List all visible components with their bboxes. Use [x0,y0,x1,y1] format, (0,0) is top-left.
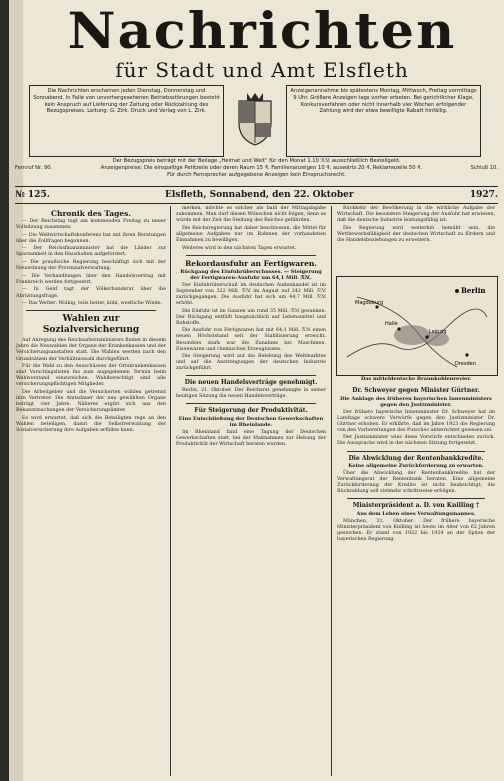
wahlen-headline: Wahlen zur Sozialversicherung [42,314,140,336]
map-label: Dresden [455,361,476,367]
phone-number: Fernruf Nr. 90. [15,165,53,171]
article-paragraph: Berlin, 21. Oktober. Der Reichsrat genehmigte in seiner heutigen Sitzung die neuen Handelsverträge. [176,387,326,400]
article-paragraph: Die Reichsregierung hat daher beschlossen, die Mittel für allgemeine Aufgaben nur im Rahmen der vorhandenen Einnahmen zu bewilligen. [176,225,326,243]
info-box-right: Anzeigenannahme bis spätestens Montag, Mittwoch, Freitag vormittags 9 Uhr. Größere Anzeigen tags vorher erbeten. Bei gerichtlicher Klage, Konkursverfahren oder nicht innerhalb vier Wochen erfolgender Zahlung wird der etwa bewilligte Rabatt hinfällig. [286,85,481,157]
ad-prices: Anzeigenpreise: Die einspaltige Petitzeile oder deren Raum 15 ₰, Familienanzeigen 10 ₰, auswärts 20 ₰, Reklamezeile 50 ₰. [100,165,423,171]
knilling-subheadline: Aus dem Leben eines Verwaltungsmannes. [356,510,476,517]
article-paragraph: Auf Anregung des Reichsarbeitsministers finden in diesem Jahre die Neuwahlen der Organe der Krankenkassen und der Versicherungsanstalten statt. Die Wahlen werden nach den Grundsätzen der Verhältniswahl durchgeführt. [16,338,166,362]
issue-number: № 125. [15,190,50,200]
chronik-headline: Chronik des Tages. [51,209,131,218]
article-paragraph: Der Justizminister wies diese Vorwürfe entschieden zurück. Die Aussprache wird in der nächsten Sitzung fortgesetzt. [337,435,495,447]
chronik-item: — Die Verhandlungen über den Handelsvertrag mit Frankreich werden fortgesetzt. [16,273,166,285]
closing-time: Schluß 10. [470,165,498,171]
chronik-item: — Der Reichstag tagt am kommenden Freitag zu neuer Vollsitzung zusammen. [16,219,166,231]
map-label: Leipzig [429,329,447,335]
article-paragraph: Die Steigerung wird auf die Belebung des Weltmarktes und auf die Anstrengungen der deutschen Industrie zurückgeführt. [176,354,326,372]
issue-year: 1927. [469,190,498,200]
article-paragraph: merken, möchte es solcher als bald der Mittagabgabe zukommen. Man darf diesen Wünschen nicht folgen, denn es würde mit der Zeit die Stellung des Reiches gefährden. [176,206,326,224]
phone-ads-note: Für durch Fernsprecher aufgegebene Anzeigen kein Einspruchsrecht. [167,172,346,178]
chronik-item: — Die Weltwirtschaftskonferenz hat mit ihren Beratungen über die Zollfragen begonnen. [16,232,166,244]
article-paragraph: Die Regierung wird weiterhin bemüht sein, die Wettbewerbsfähigkeit der deutschen Wirtschaft zu fördern und die Handelsbeziehungen zu erweitern. [337,225,495,243]
masthead-subtitle: für Stadt und Amt Elsfleth [115,58,409,82]
issue-date-bar [15,188,498,202]
article-paragraph: Für die Wahl zu den Ausschüssen der Ortskrankenkassen sind Vorschlagslisten bis zum angegebenen Termin beim Wahlvorstand einzureichen. Wahlberechtigt sind alle versicherungspflichtigen Mitglieder. [16,364,166,388]
chronik-item: — Die preußische Regierung beschäftigt sich mit der Neuordnung der Provinzialverwaltung. [16,260,166,272]
chronik-item: — In Genf tagt der Völkerbundsrat über die Abrüstungsfrage. [16,287,166,299]
handelsvertraege-headline: Die neuen Handelsverträge genehmigt. [184,379,318,387]
knilling-headline: Ministerpräsident a. D. von Knilling † [352,502,480,510]
braunkohle-map [336,276,498,376]
subscription-price: Der Bezugspreis beträgt mit der Beilage „Heimat und Welt“ für den Monat 1.10 ℛℳ ausschließlich Bestellgeld. [112,158,401,164]
article-paragraph: München, 21. Oktober. Der frühere bayerische Ministerpräsident von Knilling ist heute im Alter von 62 Jahren gestorben. Er stand von 1922 bis 1924 an der Spitze der bayerischen Regierung. [337,518,495,543]
issue-date: Elsfleth, Sonnabend, den 22. Oktober [165,190,354,200]
column-divider [331,206,332,776]
article-paragraph: Im Rheinland fand eine Tagung der Deutschen Gewerkschaften statt, bei der Maßnahmen zur Hebung der Produktivität der Wirtschaft beraten wurden. [176,429,326,447]
gaertner-subheadline: Die Anklage des früheren bayerischen Innenministers gegen den Justizminister. [340,395,492,408]
article-paragraph: Die Arbeitgeber und die Versicherten wählen getrennt ihre Vertreter. Die Amtsdauer der neu gewählten Organe beträgt vier Jahre. Näheres ergibt sich aus den Bekanntmachungen der Versicherungsämter. [16,389,166,414]
map-label: Halle [385,321,398,327]
column-2 [176,206,326,449]
chronik-item: — Das Wetter: Wolkig, teils heiter, kühl, westliche Winde. [22,301,163,307]
header-rule [15,186,498,187]
produktivitaet-subheadline: Eine Entschließung der Deutschen Gewerkschaften im Rheinlande. [178,415,324,428]
article-paragraph: Weiteres wird in den nächsten Tagen erwartet. [182,245,297,251]
map-label: Berlin [461,286,486,295]
info-box-left: Die Nachrichten erscheinen jeden Dienstag, Donnerstag und Sonnabend. In Falle von unvorhergesehenen Betriebsstörungen besteht kein Anspruch auf Lieferung der Zeitung oder Rückzahlung des Bezugspreises. Leitung: G. Zirk. Druck und Verlag von L. Zirk. [29,85,224,157]
article-paragraph: Die Einfuhr ist im Ganzen um rund 35 Mill. ℛℳ gesunken. Der Rückgang entfällt hauptsächlich auf Lebensmittel und Rohstoffe. [176,308,326,326]
column-divider [170,206,171,776]
article-paragraph: Rückkehr der Bevölkerung in die wirkliche Aufgabe der Wirtschaft. Die besondere Steigerung der Ausfuhr hat erwiesen, daß die deutsche Industrie leistungsfähig ist. [337,206,495,224]
map-caption: Das mitteldeutsche Braunkohlenrevier. [360,376,472,382]
masthead-title: Nachrichten [67,1,457,60]
article-paragraph: Der Einfuhrüberschuß im deutschen Außenhandel ist im September von 322 Mill. ℛℳ im August auf 242 Mill. ℛℳ zurückgegangen. Die Ausfuhr hat sich um 44,7 Mill. ℛℳ erhöht. [176,282,326,306]
article-paragraph: Die Ausfuhr von Fertigwaren hat mit 64,1 Mill. ℛℳ einen neuen Höchststand seit der Stabilisierung erreicht. Besonders stark war die Zunahme bei Maschinen, Eisenwaren und chemischen Erzeugnissen. [176,328,326,352]
coat-of-arms-icon [233,91,277,147]
article-paragraph: Über die Abwicklung der Rentenbankkredite hat der Verwaltungsrat der Rentenbank beraten. Eine allgemeine Zurückforderung der Kredite ist nicht beabsichtigt; die Rückzahlung soll vielmehr schrittweise erfolgen. [337,471,495,495]
map-label: Magdeburg [355,300,384,306]
price-info [15,158,498,179]
produktivitaet-headline: Für Steigerung der Produktivität. [194,407,308,415]
column-3-top [337,206,495,246]
chronik-item: — Der Reichsfinanzminister hat die Länder zur Sparsamkeit in den Haushalten aufgefordert. [16,246,166,258]
column-3-bottom [337,384,495,545]
rekord-subheadline: Rückgang des Einfuhrüberschusses. — Steigerung der Fertigwaren-Ausfuhr um 64,1 Mill. ℛℳ. [180,268,322,281]
rentenbank-headline: Die Abwicklung der Rentenbankkredite. [348,454,484,462]
date-rule [15,203,498,204]
article-paragraph: Der frühere bayerische Innenminister Dr. Schweyer hat im Landtage schwere Vorwürfe gegen den Justizminister Dr. Gürtner erhoben. Er erklärte, daß im Jahre 1923 die Regierung von den Vorbereitungen des Putsches unterrichtet gewesen sei. [337,409,495,433]
page-edge [0,0,9,781]
column-1 [16,206,166,436]
gaertner-headline: Dr. Schweyer gegen Minister Gürtner. [352,387,480,394]
rekord-headline: Rekordausfuhr an Fertigwaren. [185,258,317,268]
article-paragraph: Es wird erwartet, daß sich die Beteiligten rege an den Wahlen beteiligen, damit die Selbstverwaltung der Sozialversicherung ihre Aufgaben erfüllen kann. [16,415,166,434]
rentenbank-subheadline: Keine allgemeine Zurückforderung zu erwarten. [348,463,484,470]
